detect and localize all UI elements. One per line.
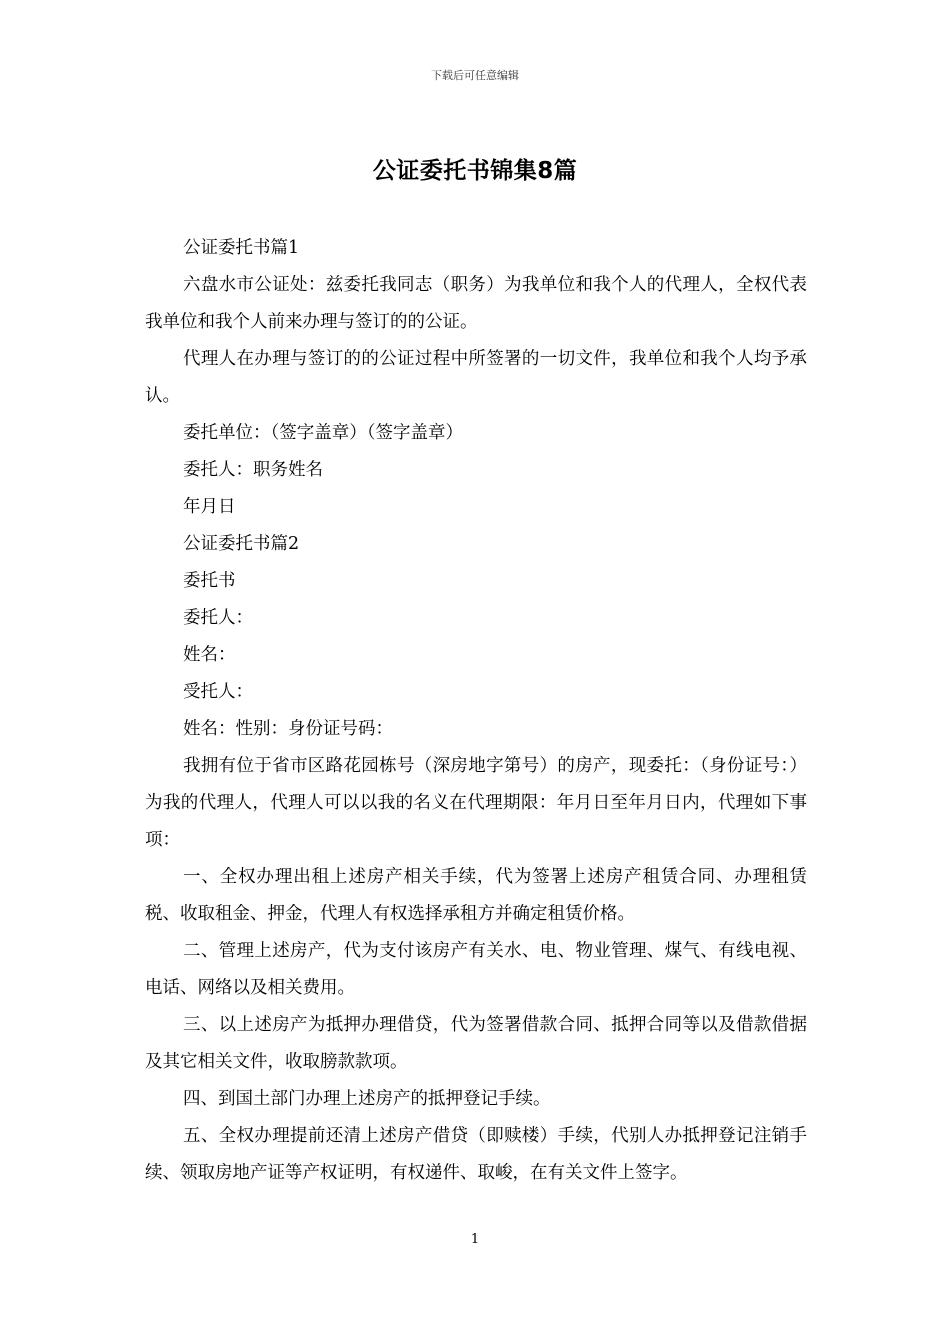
paragraph: 三、以上述房产为抵押办理借贷，代为签署借款合同、抵押合同等以及借款借据及其它相关文件，收取膀款款项。	[145, 1015, 807, 1072]
paragraph: 受托人：	[183, 682, 253, 702]
header-note: 下载后可任意编辑	[431, 69, 519, 82]
paragraph: 代理人在办理与签订的的公证过程中所签署的一切文件，我单位和我个人均予承认。	[145, 349, 807, 406]
paragraph: 一、全权办理出租上述房产相关手续，代为签署上述房产租赁合同、办理租赁税、收取租金、押金，代理人有权选择承租方并确定租赁价格。	[145, 867, 807, 924]
document-body	[145, 230, 807, 1192]
paragraph: 年月日	[183, 497, 236, 517]
section-heading-1: 公证委托书篇1	[183, 238, 300, 258]
page-number: 1	[470, 1232, 480, 1247]
paragraph: 二、管理上述房产，代为支付该房产有关水、电、物业管理、煤气、有线电视、电话、网络以及相关费用。	[145, 941, 807, 998]
paragraph: 我拥有位于省市区路花园栋号（深房地字第号）的房产，现委托：（身份证号：）为我的代理人，代理人可以以我的名义在代理期限：年月日至年月日内，代理如下事项：	[145, 756, 807, 850]
section-heading-2: 公证委托书篇2	[183, 534, 300, 554]
paragraph: 五、全权办理提前还清上述房产借贷（即赎楼）手续，代别人办抵押登记注销手续、领取房地产证等产权证明，有权递件、取峻，在有关文件上签字。	[145, 1126, 807, 1183]
paragraph: 委托人：	[183, 608, 253, 628]
paragraph: 委托单位：（签字盖章）（签字盖章）	[183, 423, 463, 443]
paragraph: 姓名：性别：身份证号码：	[183, 719, 393, 739]
paragraph: 委托书	[183, 571, 236, 591]
paragraph: 六盘水市公证处：兹委托我同志（职务）为我单位和我个人的代理人，全权代表我单位和我个人前来办理与签订的的公证。	[145, 275, 807, 332]
paragraph: 姓名：	[183, 645, 236, 665]
document-title: 公证委托书锦集8篇	[372, 158, 578, 184]
paragraph: 委托人：职务姓名	[183, 460, 323, 480]
paragraph: 四、到国土部门办理上述房产的抵押登记手续。	[183, 1089, 551, 1109]
